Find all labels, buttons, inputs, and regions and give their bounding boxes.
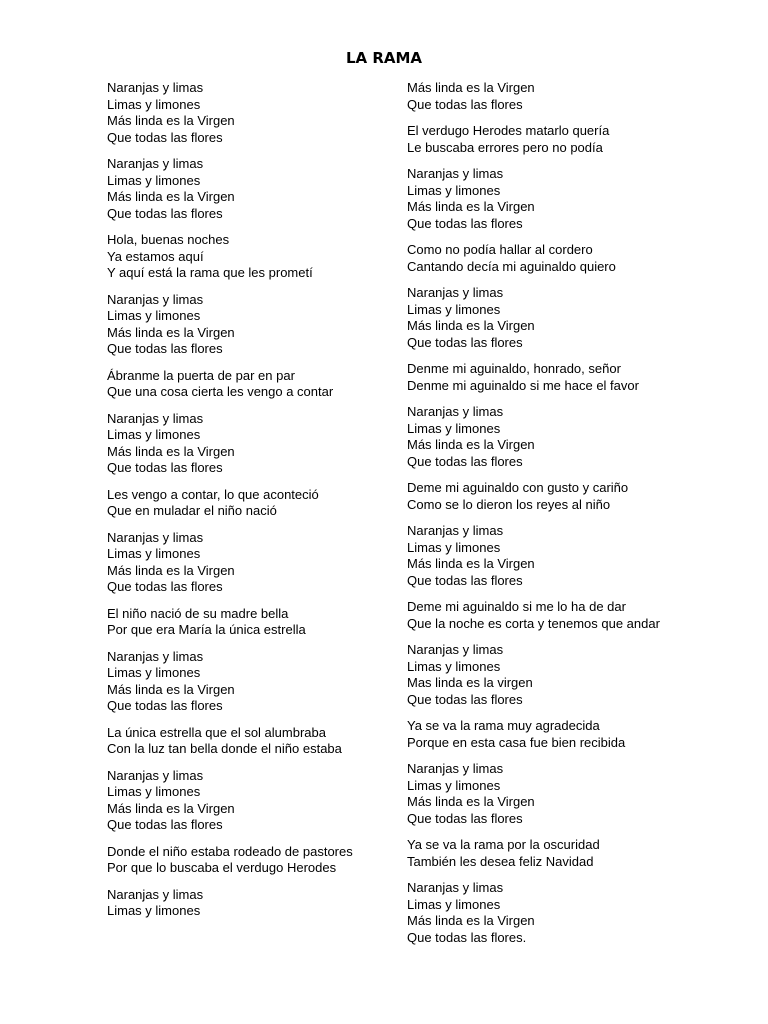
lyric-line: Limas y limones — [107, 308, 201, 323]
lyric-line: Que todas las flores — [407, 215, 523, 231]
stanza — [107, 887, 369, 920]
lyric-line: Que todas las flores — [407, 96, 523, 112]
lyric-line: Más linda es la Virgen — [407, 913, 535, 928]
lyric-line: El niño nació de su madre bella — [107, 605, 289, 621]
stanza — [107, 725, 369, 758]
lyric-line: Naranjas y limas — [107, 291, 204, 307]
lyric-line: Por que era María la única estrella — [107, 622, 306, 637]
lyric-line: Más linda es la Virgen — [107, 681, 235, 697]
lyric-line: Limas y limones — [107, 96, 201, 112]
stanza — [107, 292, 369, 358]
lyric-line: Más linda es la Virgen — [107, 443, 235, 459]
lyric-line: Naranjas y limas — [107, 80, 204, 95]
lyric-line: Porque en esta casa fue bien recibida — [407, 734, 626, 750]
lyric-line: Más linda es la Virgen — [407, 556, 535, 571]
lyric-line: Limas y limones — [407, 420, 501, 436]
lyric-line: Ya se va la rama por la oscuridad — [407, 837, 600, 852]
right-column — [407, 80, 669, 956]
lyric-line: Limas y limones — [407, 182, 501, 198]
lyric-line: Que todas las flores — [107, 698, 223, 713]
lyric-line: Que todas las flores — [407, 334, 523, 350]
lyric-line: Le buscaba errores pero no podía — [407, 139, 603, 155]
lyric-line: Naranjas y limas — [407, 166, 504, 181]
stanza — [407, 361, 669, 394]
lyric-line: Y aquí está la rama que les prometí — [107, 265, 313, 280]
lyric-line: Que todas las flores. — [407, 929, 527, 945]
lyric-line: Mas linda es la virgen — [407, 675, 533, 690]
lyric-line: Ábranme la puerta de par en par — [107, 367, 295, 383]
lyric-line: Cantando decía mi aguinaldo quiero — [407, 258, 616, 274]
lyric-line: Más linda es la Virgen — [107, 562, 235, 578]
lyric-line: Que todas las flores — [107, 341, 223, 356]
stanza — [407, 80, 669, 113]
stanza — [407, 123, 669, 156]
lyric-line: Naranjas y limas — [107, 767, 204, 783]
lyric-line: Limas y limones — [107, 172, 201, 188]
left-column — [107, 80, 369, 930]
lyric-line: Naranjas y limas — [407, 642, 504, 657]
stanza — [407, 166, 669, 232]
lyric-line: Deme mi aguinaldo si me lo ha de dar — [407, 599, 626, 614]
lyric-line: Limas y limones — [107, 903, 201, 918]
lyric-line: Más linda es la Virgen — [407, 794, 535, 809]
stanza — [407, 242, 669, 275]
lyric-line: Que una cosa cierta les vengo a contar — [107, 384, 334, 399]
stanza — [407, 599, 669, 632]
lyric-line: Limas y limones — [407, 896, 501, 912]
lyric-line: Más linda es la Virgen — [107, 800, 235, 816]
lyric-line: Ya se va la rama muy agradecida — [407, 718, 600, 733]
stanza — [407, 718, 669, 751]
lyric-line: Hola, buenas noches — [107, 232, 230, 247]
lyric-line: Que la noche es corta y tenemos que andar — [407, 615, 660, 631]
lyric-line: Naranjas y limas — [107, 529, 204, 545]
stanza — [107, 487, 369, 520]
lyric-line: Que todas las flores — [107, 579, 223, 594]
stanza — [407, 880, 669, 946]
lyric-line: Con la luz tan bella donde el niño estaba — [107, 741, 342, 756]
lyric-line: Por que lo buscaba el verdugo Herodes — [107, 860, 337, 875]
lyric-line: Denme mi aguinaldo, honrado, señor — [407, 361, 621, 376]
lyric-line: La única estrella que el sol alumbraba — [107, 724, 326, 740]
lyric-line: Les vengo a contar, lo que aconteció — [107, 486, 319, 502]
lyric-line: Más linda es la Virgen — [407, 199, 535, 214]
lyric-line: Limas y limones — [407, 301, 501, 317]
lyric-line: Limas y limones — [107, 427, 201, 442]
lyric-line: Más linda es la Virgen — [407, 437, 535, 452]
lyric-line: El verdugo Herodes matarlo quería — [407, 123, 610, 138]
stanza — [407, 404, 669, 470]
stanza — [107, 606, 369, 639]
lyric-line: Naranjas y limas — [107, 886, 204, 902]
lyric-line: Naranjas y limas — [407, 404, 504, 419]
lyric-line: Limas y limones — [407, 539, 501, 555]
stanza — [107, 232, 369, 282]
stanza — [107, 649, 369, 715]
stanza — [107, 530, 369, 596]
lyric-line: Que todas las flores — [107, 129, 223, 145]
lyric-line: Naranjas y limas — [407, 880, 504, 895]
lyric-line: Naranjas y limas — [407, 523, 504, 538]
lyric-line: Naranjas y limas — [407, 761, 504, 776]
lyric-line: Como no podía hallar al cordero — [407, 242, 593, 257]
lyric-line: Que en muladar el niño nació — [107, 503, 277, 518]
stanza — [107, 411, 369, 477]
lyric-line: Limas y limones — [107, 665, 201, 680]
lyric-line: Naranjas y limas — [107, 410, 204, 426]
stanza — [407, 837, 669, 870]
lyric-line: Naranjas y limas — [107, 156, 204, 171]
lyric-line: Que todas las flores — [407, 810, 523, 826]
stanza — [107, 368, 369, 401]
lyric-line: Donde el niño estaba rodeado de pastores — [107, 843, 353, 859]
lyric-line: Más linda es la Virgen — [407, 80, 535, 95]
stanza — [107, 156, 369, 222]
stanza — [107, 844, 369, 877]
lyric-line: Limas y limones — [407, 777, 501, 793]
stanza — [407, 523, 669, 589]
lyric-line: Que todas las flores — [107, 460, 223, 475]
lyric-line: Deme mi aguinaldo con gusto y cariño — [407, 480, 629, 495]
stanza — [407, 285, 669, 351]
lyric-line: Limas y limones — [407, 658, 501, 674]
stanza — [407, 642, 669, 708]
stanza — [407, 480, 669, 513]
lyric-line: Que todas las flores — [407, 572, 523, 588]
lyric-line: Denme mi aguinaldo si me hace el favor — [407, 377, 639, 393]
lyric-line: Que todas las flores — [407, 691, 523, 707]
lyric-line: También les desea feliz Navidad — [407, 853, 594, 869]
lyric-line: Más linda es la Virgen — [107, 113, 235, 128]
stanza — [407, 761, 669, 827]
lyric-line: Que todas las flores — [107, 817, 223, 832]
lyric-line: Como se lo dieron los reyes al niño — [407, 496, 611, 512]
lyric-line: Más linda es la Virgen — [107, 324, 235, 340]
lyric-line: Que todas las flores — [407, 453, 523, 469]
lyric-line: Limas y limones — [107, 784, 201, 799]
lyric-line: Más linda es la Virgen — [107, 189, 235, 204]
lyric-line: Más linda es la Virgen — [407, 318, 535, 333]
page-title: LA RAMA — [345, 49, 423, 67]
lyric-line: Naranjas y limas — [407, 285, 504, 300]
stanza — [107, 80, 369, 146]
stanza — [107, 768, 369, 834]
lyric-line: Naranjas y limas — [107, 648, 204, 664]
lyric-line: Que todas las flores — [107, 205, 223, 221]
lyric-line: Limas y limones — [107, 546, 201, 561]
lyric-line: Ya estamos aquí — [107, 248, 204, 264]
